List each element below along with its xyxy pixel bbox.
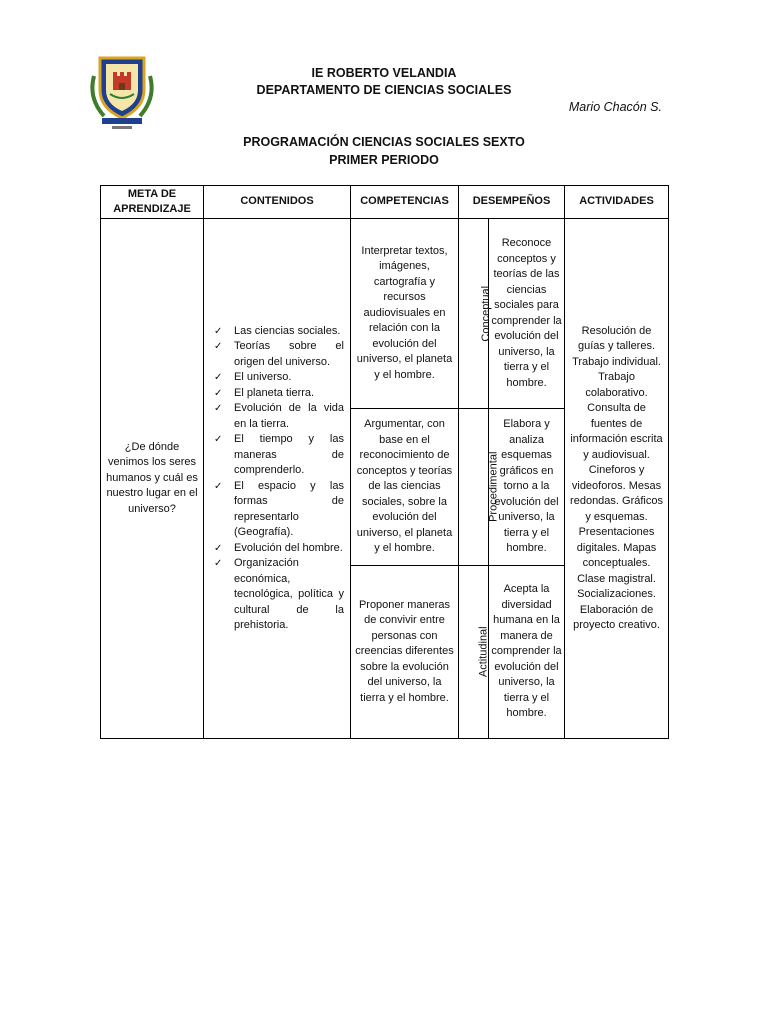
domain-type-cell bbox=[459, 566, 489, 739]
domain-type-cell bbox=[459, 219, 493, 409]
header-contenidos: CONTENIDOS bbox=[204, 186, 351, 219]
list-item: ✓ El tiempo y las maneras de comprenderlo. bbox=[212, 432, 344, 479]
header-desempenos: DESEMPEÑOS bbox=[459, 186, 565, 219]
list-item: ✓ El universo. bbox=[212, 370, 344, 386]
header-meta: META DE APRENDIZAJE bbox=[101, 186, 204, 219]
performance-cell: Reconoce conceptos y teorías de las ciencias sociales para comprender la evolución del universo, la tierra y el hombre. bbox=[489, 219, 565, 409]
contents-list bbox=[212, 324, 344, 634]
list-item: ✓ Evolución del hombre. bbox=[212, 541, 344, 557]
school-name: IE ROBERTO VELANDIA bbox=[311, 66, 457, 80]
domain-type-label: Conceptual bbox=[480, 285, 493, 342]
domain-type-label: Actitudinal bbox=[477, 626, 490, 678]
list-item: ✓ Evolución de la vida en la tierra. bbox=[212, 401, 344, 432]
list-item: ✓ Las ciencias sociales. bbox=[212, 324, 344, 340]
period-title: PRIMER PERIODO bbox=[329, 153, 439, 167]
program-title: PROGRAMACIÓN CIENCIAS SOCIALES SEXTO bbox=[243, 135, 525, 149]
activities-cell: Resolución de guías y talleres. Trabajo individual. Trabajo colaborativo. Consulta de fuentes de información escrita y audiovisual. Cineforos y videoforos. Mesas redondas. Gráficos y esquemas. Presentaciones digitales. Mapas conceptuales. Clase magistral. Socializaciones. Elaboración de proyecto creativo. bbox=[565, 219, 669, 739]
list-item: ✓ Organización económica, tecnológica, política y cultural de la prehistoria. bbox=[212, 556, 344, 634]
competency-cell: Interpretar textos, imágenes, cartografía y recursos audiovisuales en relación con la evolución del universo, el planeta y el hombre. bbox=[351, 219, 459, 409]
table-row bbox=[101, 219, 669, 409]
performance-cell: Elabora y analiza esquemas gráficos en torno a la evolución del universo, la tierra y el hombre. bbox=[489, 409, 565, 566]
competency-cell: Proponer maneras de convivir entre personas con creencias diferentes sobre la evolución del universo, la tierra y el hombre. bbox=[351, 566, 459, 739]
domain-type-cell bbox=[459, 409, 500, 566]
header-actividades: ACTIVIDADES bbox=[565, 186, 669, 219]
list-item: ✓ Teorías sobre el origen del universo. bbox=[212, 339, 344, 370]
learning-goal: ¿De dónde venimos los seres humanos y cuál es nuestro lugar en el universo? bbox=[101, 219, 204, 739]
planning-table bbox=[100, 185, 669, 739]
performance-cell: Acepta la diversidad humana en la manera de comprender la evolución del universo, la tierra y el hombre. bbox=[489, 566, 565, 739]
contents-cell bbox=[204, 219, 351, 739]
list-item: ✓ El espacio y las formas de representarlo (Geografía). bbox=[212, 479, 344, 541]
author-name: Mario Chacón S. bbox=[568, 100, 662, 114]
table-header-row bbox=[101, 186, 669, 219]
competency-cell: Argumentar, con base en el reconocimiento de conceptos y teorías de las ciencias sociales, sobre la evolución del universo, el planeta y el hombre. bbox=[351, 409, 459, 566]
list-item: ✓ El planeta tierra. bbox=[212, 386, 344, 402]
header-competencias: COMPETENCIAS bbox=[351, 186, 459, 219]
domain-type-label: Procedimental bbox=[487, 451, 500, 523]
department-name: DEPARTAMENTO DE CIENCIAS SOCIALES bbox=[256, 83, 512, 97]
